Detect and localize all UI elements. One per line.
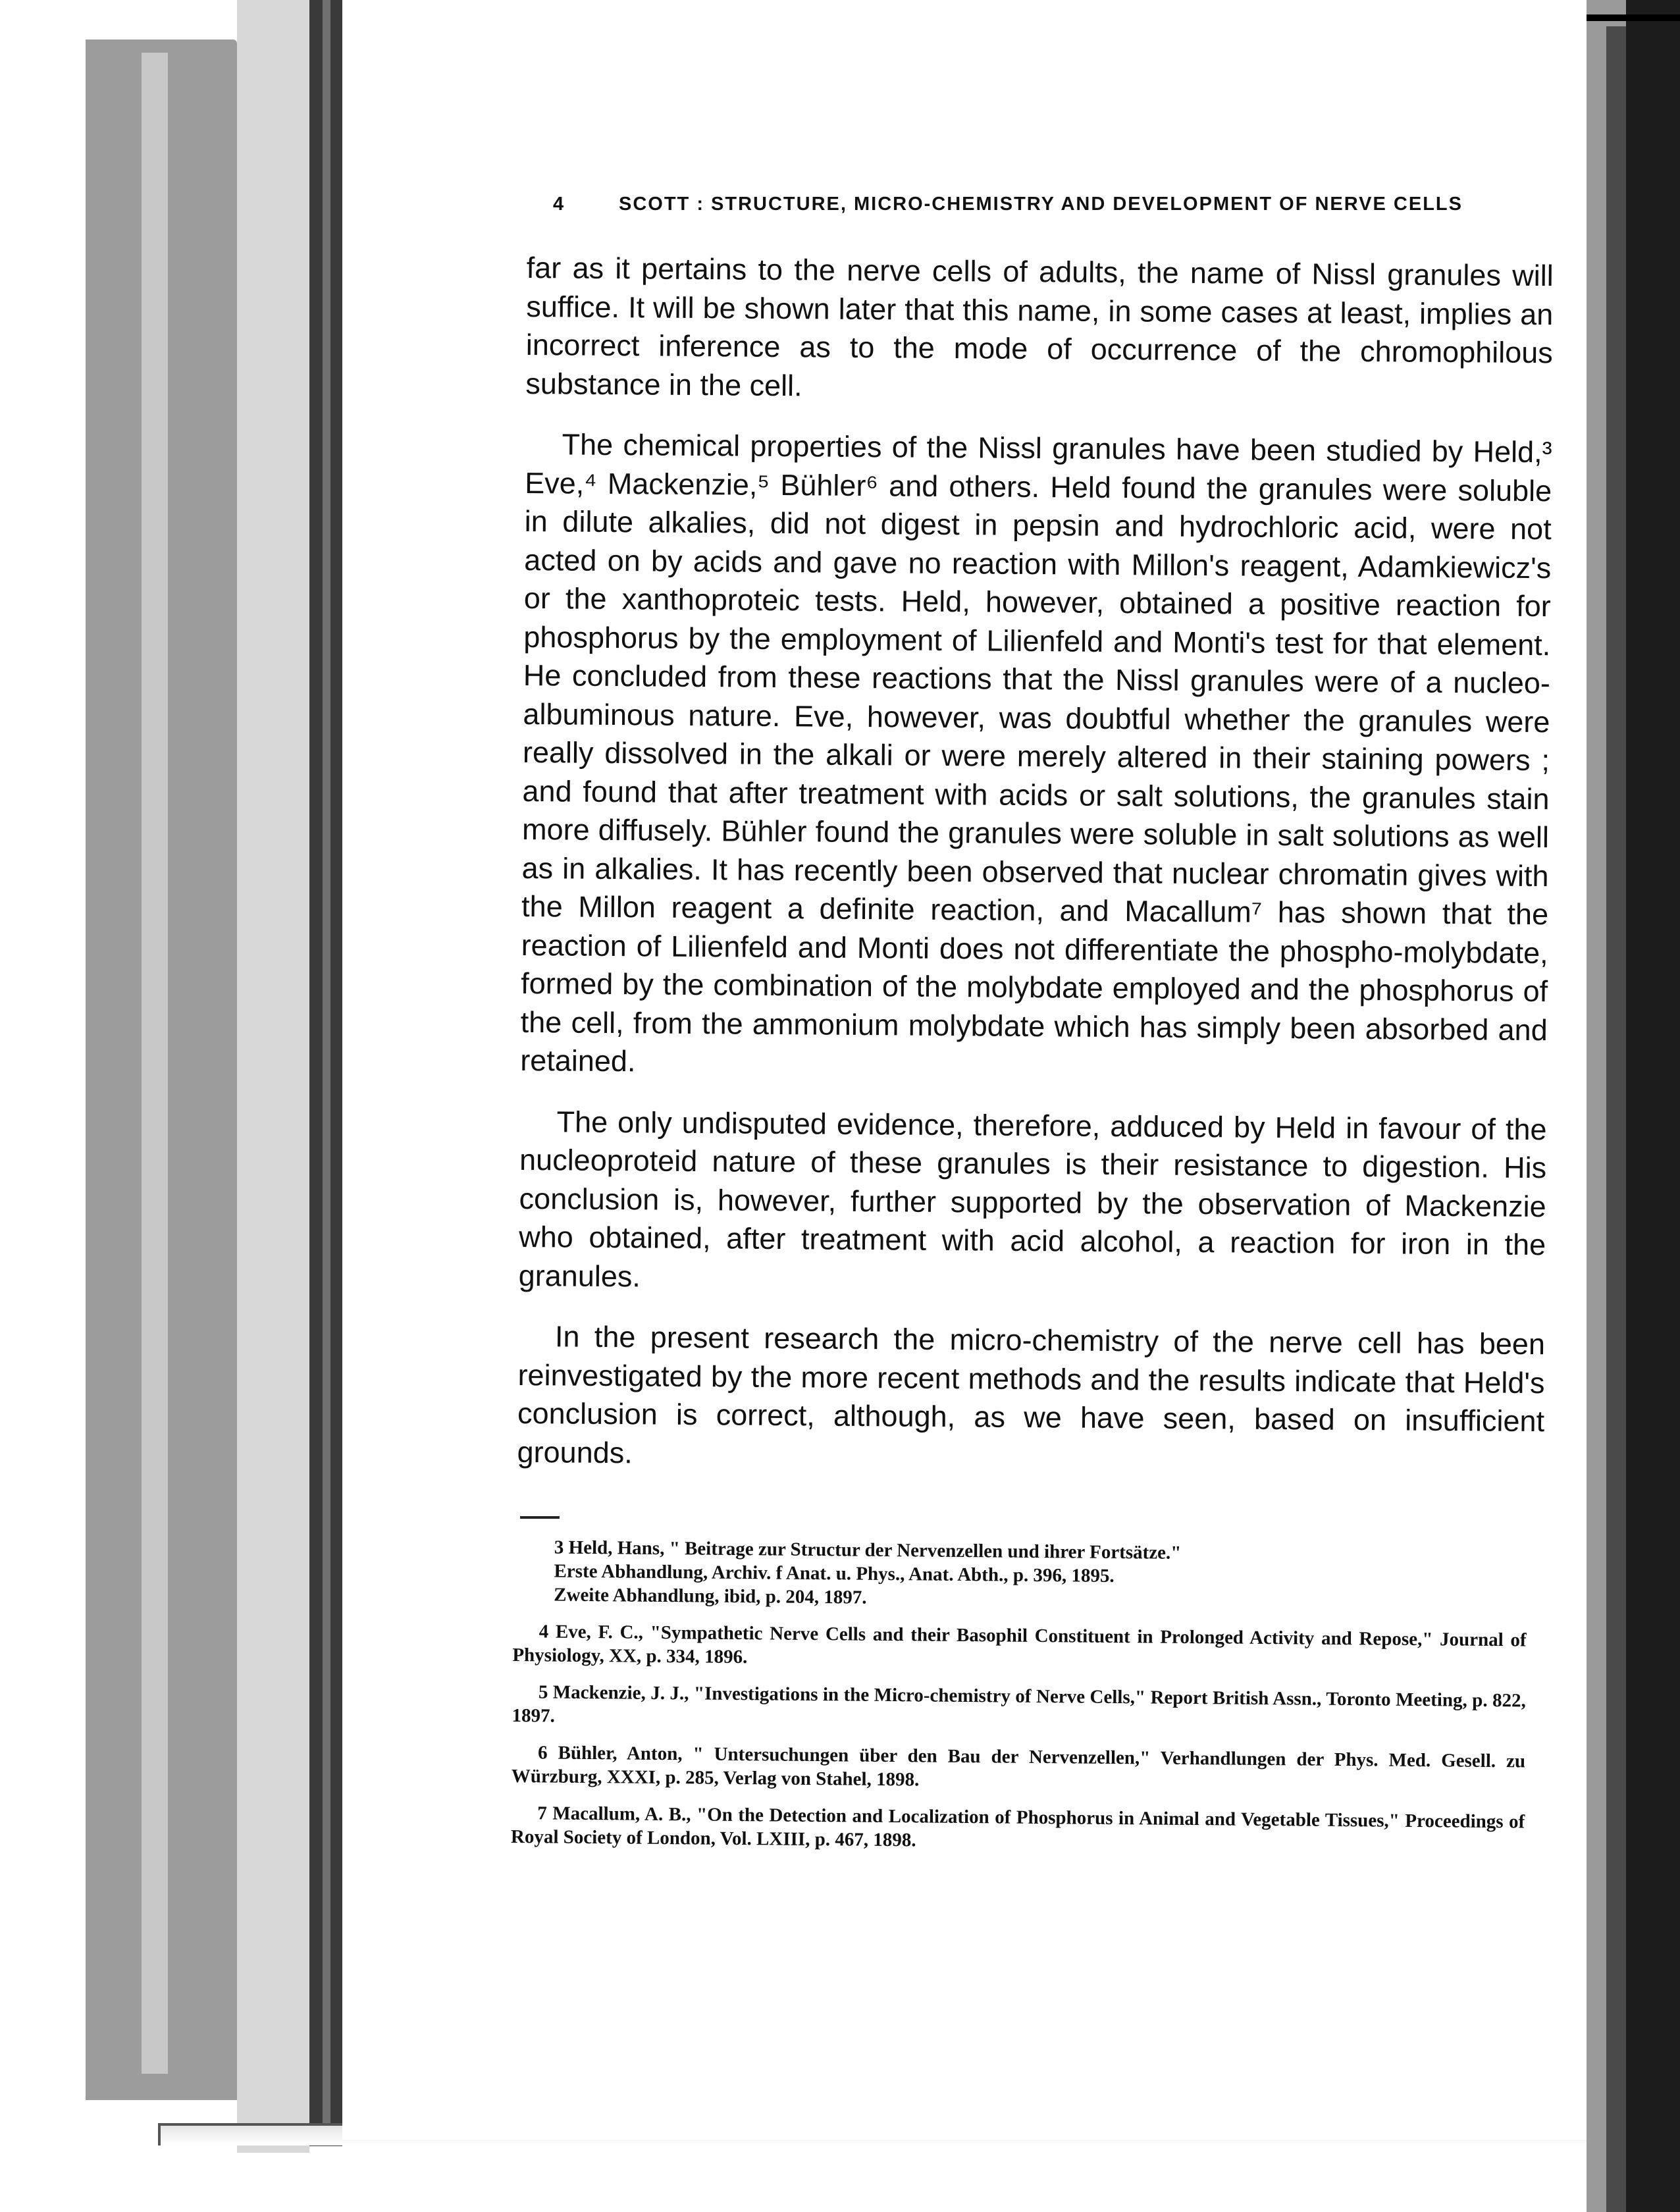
footnote-3 xyxy=(513,1535,1527,1615)
footnote-3-line-1: 3 Held, Hans, " Beitrage zur Structur der Nervenzellen und ihrer Fortsätze." xyxy=(554,1537,1182,1564)
body-text xyxy=(517,249,1554,1502)
top-edge-rule xyxy=(1587,14,1680,21)
book-edge-right-black xyxy=(1626,0,1680,2212)
footnote-7: 7 Macallum, A. B., "On the Detection and Localization of Phosphorus in Animal and Vegetable Tissues," Proceedings of Royal Society of London, Vol. LXIII, p. 467, 1898. xyxy=(510,1803,1525,1851)
footnotes xyxy=(511,1535,1527,1870)
footnote-5: 5 Mackenzie, J. J., "Investigations in the Micro-chemistry of Nerve Cells," Report British Assn., Toronto Meeting, p. 822, 1897. xyxy=(512,1681,1527,1727)
footnote-3-line-2: Erste Abhandlung, Archiv. f Anat. u. Phys., Anat. Abth., p. 396, 1895. xyxy=(554,1560,1115,1587)
book-edge-left-inner xyxy=(142,53,168,2074)
page-number: 4 xyxy=(553,194,565,215)
paragraph-4: In the present research the micro-chemistry of the nerve cell has been reinvestigated by the more recent methods and the results indicate that Held's conclusion is correct, although, as we have seen, based on insufficient grounds. xyxy=(517,1319,1546,1469)
page-stack-light xyxy=(237,0,309,2153)
paragraph-3: The only undisputed evidence, therefore, adduced by Held in favour of the nucleoproteid nature of these granules is their resistance to digestion. His conclusion is, however, further supported by the observation of Mackenzie who obtained, after treatment with acid alcohol, a reaction for iron in the granules. xyxy=(518,1104,1547,1293)
running-title: SCOTT : STRUCTURE, MICRO-CHEMISTRY AND DEVELOPMENT OF NERVE CELLS xyxy=(619,194,1463,215)
footnote-4: 4 Eve, F. C., "Sympathetic Nerve Cells and their Basophil Constituent in Prolonged Activity and Repose," Journal of Physiology, XX, p. 334, 1896. xyxy=(512,1621,1527,1668)
footnote-6: 6 Bühler, Anton, " Untersuchungen über den Bau der Nervenzellen," Verhandlungen der Phys. Med. Gesell. zu Würzburg, XXXI, p. 285, Verlag von Stahel, 1898. xyxy=(511,1742,1526,1791)
footnote-divider xyxy=(520,1516,560,1519)
paragraph-1: far as it pertains to the nerve cells of adults, the name of Nissl granules will suffice. It will be shown later that this name, in some cases at least, implies an incorrect inference as to the mode of occurrence of the chromophilous substance in the cell. xyxy=(525,250,1554,402)
paragraph-2: The chemical properties of the Nissl granules have been studied by Held,³ Eve,⁴ Mackenzie,⁵ Bühler⁶ and others. Held found the granules were soluble in dilute alkalies, did not digest in pepsin and hydrochloric acid, were not acted on by acids and gave no reaction with Millon's reagent, Adamkiewicz's or the xanthoproteic tests. Held, however, obtained a positive reaction for phosphorus by the employment of Lilienfeld and Monti's test for that element. He concluded from these reactions that the Nissl granules were of a nucleo-albuminous nature. Eve, however, was doubtful whether the granules were really dissolved in the alkali or were merely altered in their staining powers ; and found that after treatment with acids or salt solutions, the granules stain more diffusely. Bühler found the granules were soluble in salt solutions as well as in alkalies. It has recently been observed that nuclear chromatin gives with the Millon reagent a definite reaction, and Macallum⁷ has shown that the reaction of Lilienfeld and Monti does not differentiate the phospho-molybdate, formed by the combination of the molybdate employed and the phosphorus of the cell, from the ammonium molybdate which has simply been absorbed and retained. xyxy=(520,427,1552,1078)
running-head xyxy=(553,194,1488,215)
page-gutter-line xyxy=(323,0,330,2133)
footnote-3-line-3: Zweite Abhandlung, ibid, p. 204, 1897. xyxy=(554,1584,867,1608)
